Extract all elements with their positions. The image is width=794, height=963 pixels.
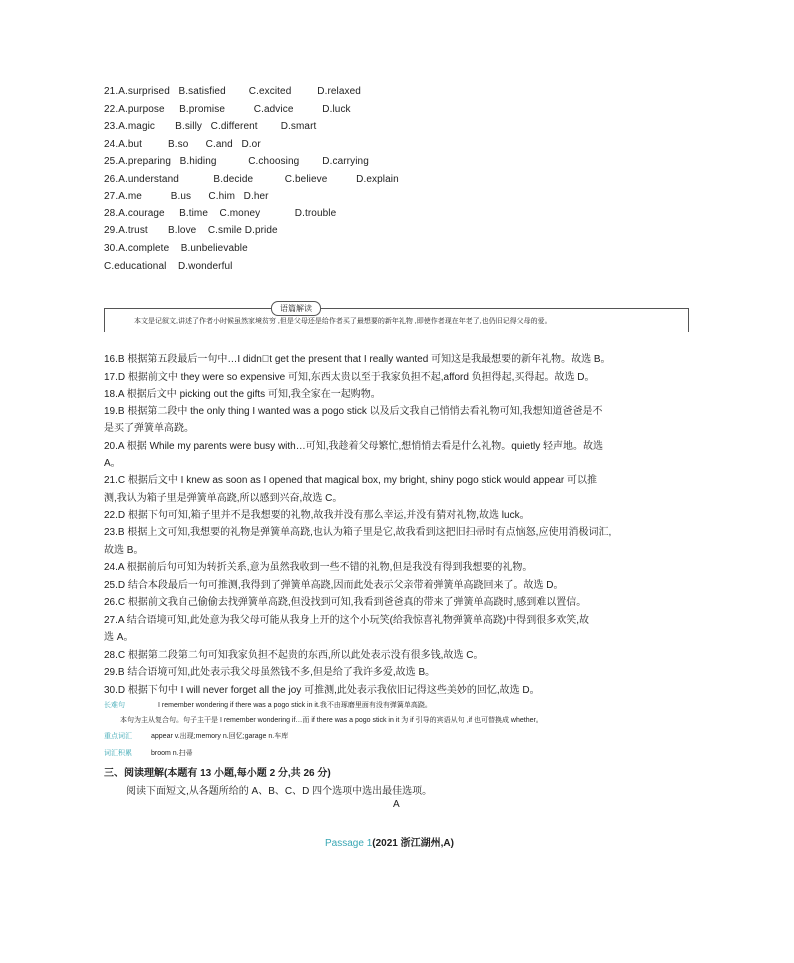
long-sentence-label: 长难句 [104, 702, 125, 709]
reading-interpretation-text: 本文是记叙文,讲述了作者小时候虽然家境贫穷 ,但是父母还是给作者买了最想要的新年礼物 ,即使作者现在年老了,也仍旧记得父母的爱。 [134, 318, 552, 325]
option-row: 26.A.understand B.decide C.believe D.explain [104, 174, 399, 185]
answer-line: 23.B 根据上文可知,我想要的礼物是弹簧单高跷,也认为箱子里是它,故我看到这把旧扫帚时有点恼怒,应使用消极词汇, [104, 527, 612, 538]
option-row: 25.A.preparing B.hiding C.choosing D.carrying [104, 156, 369, 167]
answer-line: 24.A 根据前后句可知为转折关系,意为虽然我收到一些不错的礼物,但是我没有得到我想要的礼物。 [104, 562, 533, 573]
passage-label: Passage 1 [325, 838, 373, 849]
vocab-label: 词汇积累 [104, 750, 132, 757]
option-row: 21.A.surprised B.satisfied C.excited D.relaxed [104, 86, 361, 97]
answer-line: 是买了弹簧单高跷。 [104, 423, 194, 434]
answer-line: 29.B 结合语境可知,此处表示我父母虽然钱不多,但是给了我许多爱,故选 B。 [104, 667, 436, 678]
section-heading: 三、阅读理解(本题有 13 小题,每小题 2 分,共 26 分) [104, 768, 331, 779]
answer-line: 22.D 根据下句可知,箱子里并不是我想要的礼物,故我并没有那么幸运,并没有猜对礼物,故选 luck。 [104, 510, 530, 521]
section-instruction: 阅读下面短文,从各题所给的 A、B、C、D 四个选项中选出最佳选项。 [126, 786, 433, 797]
answer-line: 25.D 结合本段最后一句可推测,我得到了弹簧单高跷,因而此处表示父亲带着弹簧单高跷回来了。故选 D。 [104, 580, 564, 591]
answer-line: 20.A 根据 While my parents were busy with…可知,我趁着父母繁忙,想悄悄去看是什么礼物。quietly 轻声地。故选 [104, 441, 603, 452]
option-row: 23.A.magic B.silly C.different D.smart [104, 121, 317, 132]
option-row: 24.A.but B.so C.and D.or [104, 139, 261, 150]
answer-line: 28.C 根据第二段第二句可知我家负担不起贵的东西,所以此处表示没有很多钱,故选 C。 [104, 650, 484, 661]
key-words-text: appear v.出现;memory n.回忆;garage n.车库 [151, 733, 289, 740]
answer-line: 16.B 根据第五段最后一句中…I didn t get the present that I really wanted 可知这是我最想要的新年礼物。故选 B。 [104, 354, 611, 365]
long-sentence-text: I remember wondering if there was a pogo stick in it.我不由琢磨里面有没有弹簧单高跷。 [158, 702, 432, 709]
key-words-label: 重点词汇 [104, 733, 132, 740]
option-row: 28.A.courage B.time C.money D.trouble [104, 208, 337, 219]
option-row: 30.A.complete B.unbelievable [104, 243, 248, 254]
answer-line: 19.B 根据第二段中 the only thing I wanted was a pogo stick 以及后文我自己悄悄去看礼物可知,我想知道爸爸是不 [104, 406, 603, 417]
answer-line: 26.C 根据前文我自己偷偷去找弹簧单高跷,但没找到可知,我看到爸爸真的带来了弹簧单高跷时,感到难以置信。 [104, 597, 587, 608]
answer-line: A。 [104, 458, 121, 469]
long-sentence-analysis: 本句为主从复合句。句子主干是 I remember wondering if…而 if there was a pogo stick in it 为 if 引导的宾语从句 ,if 也可替换成 whether。 [120, 717, 543, 724]
answer-line: 选 A。 [104, 632, 134, 643]
passage-title [325, 834, 454, 849]
answer-line: 30.D 根据下句中 I will never forget all the joy 可推测,此处表示我依旧记得这些美妙的回忆,故选 D。 [104, 685, 540, 696]
option-row: 29.A.trust B.love C.smile D.pride [104, 225, 278, 236]
option-row: 27.A.me B.us C.him D.her [104, 191, 269, 202]
passage-source: (2021 浙江湖州,A) [372, 838, 454, 849]
option-row: 22.A.purpose B.promise C.advice D.luck [104, 104, 351, 115]
option-row: C.educational D.wonderful [104, 261, 233, 272]
reading-interpretation-tag: 语篇解读 [271, 301, 321, 316]
answer-line: 27.A 结合语境可知,此处意为我父母可能从我身上开的这个小玩笑(给我惊喜礼物弹簧单高跷)中得到很多欢笑,故 [104, 615, 590, 626]
answer-line: 21.C 根据后文中 I knew as soon as I opened that magical box, my bright, shiny pogo stick would appear 可以推 [104, 475, 598, 486]
vocab-text: broom n.扫帚 [151, 750, 193, 757]
answer-line: 17.D 根据前文中 they were so expensive 可知,东西太贵以至于我家负担不起,afford 负担得起,买得起。故选 D。 [104, 372, 595, 383]
answer-line: 18.A 根据后文中 picking out the gifts 可知,我全家在一起购物。 [104, 389, 381, 400]
answer-line: 故选 B。 [104, 545, 144, 556]
answer-line: 测,我认为箱子里是弹簧单高跷,所以感到兴奋,故选 C。 [104, 493, 343, 504]
part-label: A [393, 799, 400, 810]
